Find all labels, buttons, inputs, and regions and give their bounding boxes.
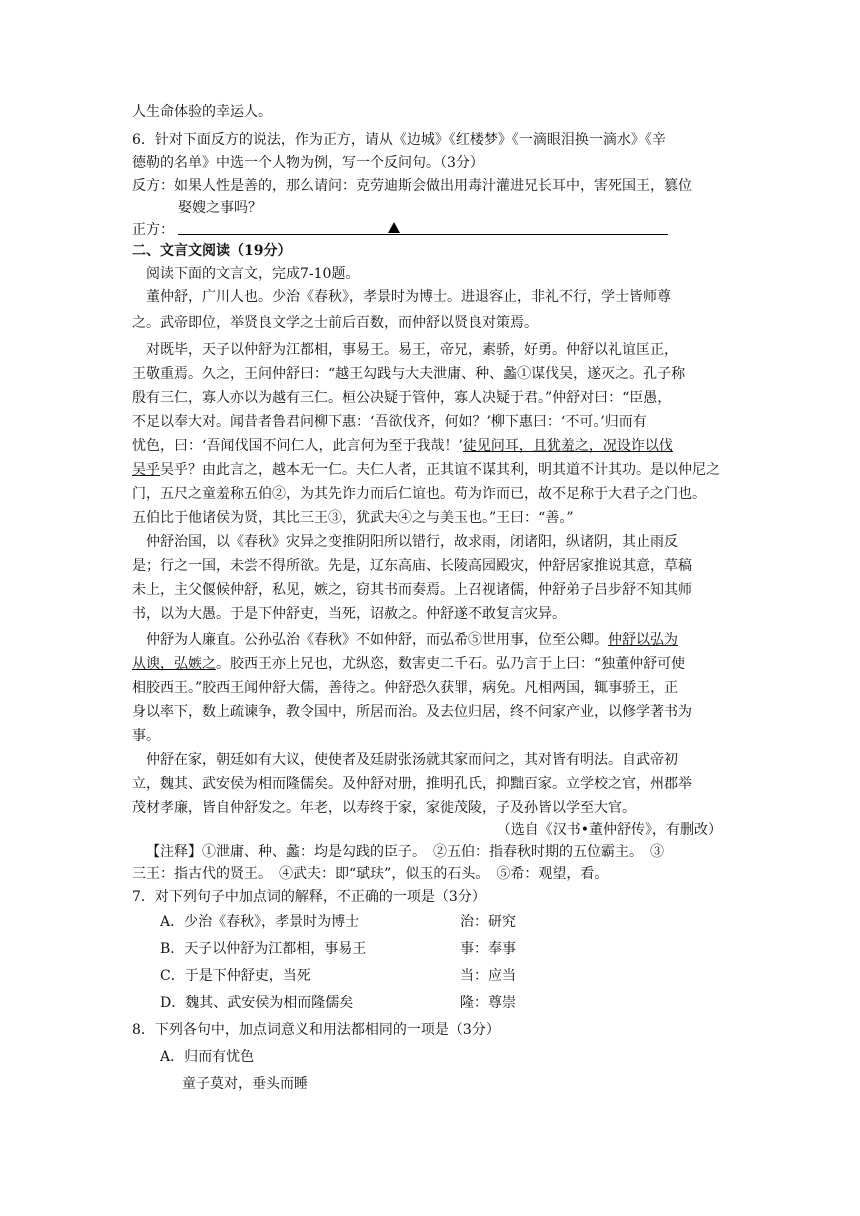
passage-line: 之。武帝即位，举贤良文学之士前后百数，而仲舒以贤良对策焉。 — [132, 315, 538, 331]
passage-line: 王敬重焉。久之，王问仲舒曰：“越王勾践与大夫泄庸、种、蠡①谋伐吴，遂灭之。孔子称 — [132, 366, 686, 382]
passage-line: 殷有三仁，寡人亦以为越有三仁。桓公决疑于管仲，寡人决疑于君。”仲舒对曰：“臣愚， — [132, 390, 672, 406]
passage-line — [132, 459, 732, 481]
passage-source: （选自《汉书•董仲舒传》，有删改） — [496, 822, 722, 838]
option-gloss: 隆：尊崇 — [460, 995, 516, 1011]
text-line: 人生命体验的幸运人。 — [132, 104, 272, 120]
q7-option-d[interactable] — [160, 992, 720, 1014]
q8-option-a-sentence: 童子莫对，垂头而睡 — [182, 1076, 308, 1092]
answer-label: 正方： — [132, 222, 174, 238]
option-text: D．魏其、武安侯为相而隆儒矣 — [160, 995, 354, 1011]
option-text: B．天子以仲舒为江都相，事易王 — [160, 941, 367, 957]
passage-line: 董仲舒，广川人也。少治《春秋》，孝景时为博士。进退容止，非礼不行，学士皆师尊 — [146, 289, 671, 305]
passage-line: 立，魏其、武安侯为相而隆儒矣。及仲舒对册，推明孔氏，抑黜百家。立学校之官，州郡举 — [132, 776, 692, 792]
passage-line: 门，五尺之童羞称五伯②，为其先诈力而后仁谊也。苟为诈而已，故不足称于大君子之门也。 — [132, 486, 706, 502]
opposing-view-cont: 娶嫂之事吗？ — [178, 200, 262, 216]
passage-line: 事。 — [132, 728, 160, 744]
question-6-stem: 6．针对下面反方的说法，作为正方，请从《边城》《红楼梦》《一滴眼泪换一滴水》《辛 — [132, 132, 666, 148]
section-intro: 阅读下面的文言文，完成7-10题。 — [146, 266, 360, 282]
passage-text: 吴乎？由此言之，越本无一仁。夫仁人者，正其谊不谋其利，明其道不计其功。是以仲尼之 — [160, 462, 720, 478]
question-8-stem: 8．下列各句中，加点词意义和用法都相同的一项是（3分） — [132, 1022, 500, 1038]
underlined-sentence: 仲舒以弘为 — [608, 632, 678, 648]
underlined-sentence: 徒见问耳，且犹羞之，况设诈以伐 — [462, 438, 673, 454]
triangle-marker-icon — [388, 222, 400, 233]
passage-line: 不足以奉大对。闻昔者鲁君问柳下惠：‘吾欲伐齐，何如？’柳下惠曰：‘不可。’归而有 — [132, 414, 647, 430]
passage-line: 五伯比于他诸侯为贤，其比三王③，犹武夫④之与美玉也。”王曰：“善。” — [132, 510, 574, 526]
underlined-sentence-end: 吴乎 — [132, 462, 160, 478]
notes-line: 三王：指古代的贤王。 ④武夫：即“珷玞”，似玉的石头。 ⑤希：观望，看。 — [132, 866, 609, 882]
passage-line — [132, 653, 732, 675]
option-text: A．少治《春秋》，孝景时为博士 — [160, 914, 360, 930]
opposing-view: 反方：如果人性是善的，那么请问：克劳迪斯会做出用毒汁灌进兄长耳中，害死国王，篡位 — [132, 178, 692, 194]
passage-line — [132, 435, 732, 457]
question-7-stem: 7．对下列句子中加点词的解释，不正确的一项是（3分） — [132, 889, 486, 905]
passage-line: 未上，主父偃候仲舒，私见，嫉之，窃其书而奏焉。上召视诸儒，仲舒弟子吕步舒不知其师 — [132, 582, 692, 598]
answer-blank-line[interactable] — [178, 234, 668, 235]
passage-line: 书，以为大愚。于是下仲舒吏，当死，诏赦之。仲舒遂不敢复言灾异。 — [132, 606, 566, 622]
passage-text: 仲舒为人廉直。公孙弘治《春秋》不如仲舒，而弘希⑤世用事，位至公卿。 — [146, 632, 608, 648]
underlined-sentence-end: 从谀，弘嫉之 — [132, 656, 216, 672]
option-text: C．于是下仲舒吏，当死 — [160, 968, 311, 984]
passage-line: 相胶西王。”胶西王闻仲舒大儒，善待之。仲舒恐久获罪，病免。凡相两国，辄事骄王，正 — [132, 680, 679, 696]
passage-line: 对既毕，天子以仲舒为江都相，事易王。易王，帝兄，素骄，好勇。仲舒以礼谊匡正， — [146, 342, 678, 358]
q7-option-a[interactable] — [160, 911, 720, 933]
passage-line: 是；行之一国，未尝不得所欲。先是，辽东高庙、长陵高园殿灾，仲舒居家推说其意，草稿 — [132, 558, 692, 574]
notes-line: 【注释】①泄庸、种、蠡：均是勾践的臣子。 ②五伯：指春秋时期的五位霸主。 ③ — [146, 844, 664, 860]
q8-option-a[interactable]: A．归而有忧色 — [160, 1049, 255, 1065]
passage-line — [146, 629, 746, 651]
passage-text: 忧色，曰：‘吾闻伐国不问仁人，此言何为至于我哉！’ — [132, 438, 463, 454]
q7-option-c[interactable] — [160, 965, 720, 987]
question-6-stem-cont: 德勒的名单》中选一个人物为例，写一个反问句。（3分） — [132, 155, 484, 171]
passage-line: 茂材孝廉，皆自仲舒发之。年老，以寿终于家，家徙茂陵，子及孙皆以学至大官。 — [132, 800, 636, 816]
passage-line: 仲舒治国，以《春秋》灾异之变推阴阳所以错行，故求雨，闭诸阳，纵诸阴，其止雨反 — [146, 534, 678, 550]
passage-text: 。胶西王亦上兄也，尤纵恣，数害吏二千石。弘乃言于上曰：“独董仲舒可使 — [216, 656, 686, 672]
q7-option-b[interactable] — [160, 938, 720, 960]
option-gloss: 当：应当 — [460, 968, 516, 984]
section-heading: 二、文言文阅读（19分） — [132, 243, 292, 259]
option-gloss: 事：奉事 — [460, 941, 516, 957]
passage-line: 身以率下，数上疏谏争，教令国中，所居而治。及去位归居，终不问家产业，以修学著书为 — [132, 704, 692, 720]
passage-line: 仲舒在家，朝廷如有大议，使使者及廷尉张汤就其家而问之，其对皆有明法。自武帝初 — [146, 752, 678, 768]
option-gloss: 治：研究 — [460, 914, 516, 930]
